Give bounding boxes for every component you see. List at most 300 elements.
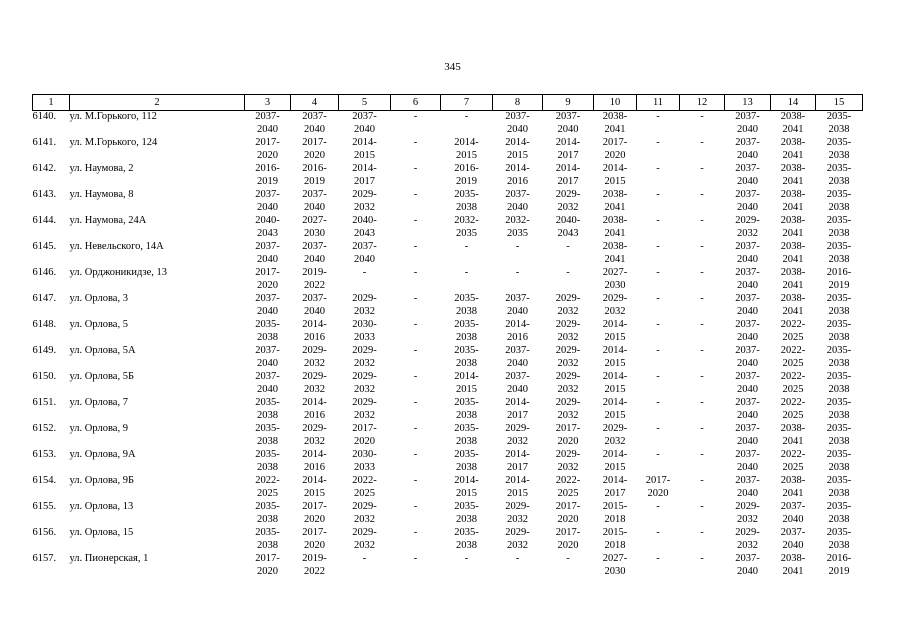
year-range-cell: -	[413, 189, 418, 200]
year-range-cell: 2037- 2040	[735, 449, 760, 473]
year-range-cell: 2029- 2032	[602, 423, 628, 447]
year-range-cell: 2038- 2041	[602, 241, 628, 265]
row-number: 6144.	[32, 215, 57, 226]
address-cell: ул. Орлова, 5	[69, 319, 128, 330]
year-range-cell: 2037- 2040	[505, 189, 530, 213]
table-row	[33, 501, 863, 527]
year-range-cell: 2014- 2015	[302, 475, 327, 499]
year-range-cell: 2017- 2020	[302, 527, 327, 551]
year-range-cell: -	[413, 319, 418, 330]
year-range-cell: 2017- 2020	[555, 423, 581, 447]
year-range-cell: 2037- 2040	[352, 241, 377, 265]
year-range-cell: -	[413, 397, 418, 408]
year-range-cell: -	[413, 215, 418, 226]
year-range-cell: 2022- 2025	[780, 449, 806, 473]
year-range-cell: -	[700, 215, 704, 226]
year-range-cell: -	[413, 475, 418, 486]
year-range-cell: 2037- 2040	[735, 423, 760, 447]
year-range-cell: 2035- 2038	[826, 215, 852, 239]
year-range-cell: -	[464, 267, 469, 278]
year-range-cell: 2022- 2025	[352, 475, 377, 499]
year-range-cell: 2015- 2018	[602, 501, 628, 525]
table-row	[33, 293, 863, 319]
year-range-cell: 2038- 2041	[780, 241, 806, 265]
year-range-cell: 2035- 2038	[826, 527, 852, 551]
year-range-cell: 2016- 2019	[826, 267, 852, 291]
year-range-cell: 2014- 2017	[505, 397, 530, 421]
year-range-cell: -	[464, 241, 469, 252]
year-range-cell: 2035- 2038	[255, 501, 280, 525]
year-range-cell: 2029- 2032	[735, 527, 760, 551]
year-range-cell: 2014- 2015	[602, 319, 628, 343]
year-range-cell: 2037- 2040	[735, 319, 760, 343]
address-cell: ул. Орлова, 9А	[69, 449, 136, 460]
year-range-cell: 2037- 2040	[255, 241, 280, 265]
year-range-cell: -	[700, 241, 704, 252]
row-number: 6156.	[32, 527, 57, 538]
year-range-cell: 2035- 2038	[826, 319, 852, 343]
year-range-cell: -	[656, 319, 660, 330]
year-range-cell: 2037- 2040	[735, 475, 760, 499]
year-range-cell: 2035- 2038	[255, 423, 280, 447]
year-range-cell: 2037- 2040	[255, 345, 280, 369]
address-cell: ул. Орлова, 13	[69, 501, 134, 512]
table-row	[33, 267, 863, 293]
address-cell: ул. Наумова, 24А	[69, 215, 147, 226]
column-header: 10	[594, 95, 637, 111]
year-range-cell: 2029- 2032	[735, 215, 760, 239]
table-header-row	[33, 95, 863, 111]
year-range-cell: 2017- 2020	[602, 137, 628, 161]
year-range-cell: 2029- 2032	[352, 293, 377, 317]
year-range-cell: 2030- 2033	[352, 449, 377, 473]
page-number: 345	[444, 61, 461, 73]
year-range-cell: 2035- 2038	[826, 163, 852, 187]
year-range-cell: 2035- 2038	[826, 501, 852, 525]
year-range-cell: 2037- 2040	[735, 189, 760, 213]
year-range-cell: 2037- 2040	[735, 241, 760, 265]
year-range-cell: -	[464, 553, 469, 564]
year-range-cell: -	[656, 163, 660, 174]
row-number: 6145.	[32, 241, 57, 252]
year-range-cell: 2037- 2040	[780, 527, 806, 551]
table-row	[33, 241, 863, 267]
row-number: 6140.	[32, 111, 57, 122]
year-range-cell: 2035- 2038	[454, 423, 479, 447]
year-range-cell: 2029- 2032	[602, 293, 628, 317]
row-number: 6154.	[32, 475, 57, 486]
year-range-cell: 2037- 2040	[255, 189, 280, 213]
year-range-cell: -	[413, 449, 418, 460]
table-row	[33, 553, 863, 583]
year-range-cell: 2022- 2025	[780, 345, 806, 369]
year-range-cell: 2037- 2040	[505, 293, 530, 317]
year-range-cell: 2014- 2015	[505, 475, 530, 499]
year-range-cell: 2022- 2025	[555, 475, 581, 499]
year-range-cell: 2019- 2022	[302, 267, 327, 291]
year-range-cell: -	[413, 345, 418, 356]
year-range-cell: 2022- 2025	[255, 475, 280, 499]
year-range-cell: 2035- 2038	[255, 319, 280, 343]
year-range-cell: 2035- 2038	[255, 449, 280, 473]
year-range-cell: -	[656, 345, 660, 356]
year-range-cell: 2035- 2038	[454, 527, 479, 551]
column-header: 7	[441, 95, 493, 111]
year-range-cell: -	[413, 501, 418, 512]
year-range-cell: 2038- 2041	[602, 111, 628, 135]
year-range-cell: 2035- 2038	[454, 345, 479, 369]
year-range-cell: 2029- 2032	[555, 345, 581, 369]
year-range-cell: 2017- 2020	[352, 423, 377, 447]
year-range-cell: 2014- 2016	[505, 163, 530, 187]
year-range-cell: 2014- 2017	[505, 449, 530, 473]
table-row	[33, 319, 863, 345]
year-range-cell: 2037- 2040	[302, 189, 327, 213]
year-range-cell: -	[413, 293, 418, 304]
year-range-cell: 2038- 2041	[602, 215, 628, 239]
year-range-cell: -	[566, 553, 570, 564]
address-cell: ул. Орлова, 5А	[69, 345, 136, 356]
year-range-cell: 2022- 2025	[780, 397, 806, 421]
year-range-cell: 2038- 2041	[780, 475, 806, 499]
year-range-cell: -	[700, 423, 704, 434]
year-range-cell: -	[464, 111, 469, 122]
year-range-cell: 2014- 2016	[302, 449, 327, 473]
year-range-cell: 2035- 2038	[255, 397, 280, 421]
year-range-cell: 2035- 2038	[826, 475, 852, 499]
year-range-cell: 2016- 2019	[454, 163, 479, 187]
year-range-cell: 2035- 2038	[826, 345, 852, 369]
year-range-cell: -	[515, 241, 520, 252]
year-range-cell: -	[700, 501, 704, 512]
year-range-cell: -	[700, 111, 704, 122]
row-number: 6142.	[32, 163, 57, 174]
year-range-cell: 2040- 2043	[352, 215, 377, 239]
year-range-cell: -	[413, 267, 418, 278]
table-row	[33, 449, 863, 475]
year-range-cell: -	[566, 241, 570, 252]
year-range-cell: -	[413, 423, 418, 434]
year-range-cell: -	[656, 241, 660, 252]
year-range-cell: -	[656, 371, 660, 382]
column-header: 15	[816, 95, 863, 111]
year-range-cell: 2037- 2040	[555, 111, 581, 135]
year-range-cell: -	[656, 553, 660, 564]
year-range-cell: -	[413, 527, 418, 538]
year-range-cell: 2029- 2032	[352, 345, 377, 369]
year-range-cell: -	[700, 163, 704, 174]
table-row	[33, 475, 863, 501]
year-range-cell: 2029- 2032	[302, 371, 327, 395]
year-range-cell: 2029- 2032	[505, 527, 530, 551]
year-range-cell: -	[656, 215, 660, 226]
year-range-cell: 2035- 2038	[826, 293, 852, 317]
year-range-cell: -	[700, 371, 704, 382]
column-header: 8	[493, 95, 543, 111]
table-row	[33, 111, 863, 138]
column-header: 2	[70, 95, 245, 111]
address-cell: ул. М.Горького, 112	[69, 111, 157, 122]
table-body	[33, 111, 863, 584]
year-range-cell: 2035- 2038	[454, 449, 479, 473]
year-range-cell: -	[700, 137, 704, 148]
year-range-cell: -	[656, 189, 660, 200]
address-cell: ул. Невельского, 14А	[69, 241, 164, 252]
year-range-cell: 2022- 2025	[780, 371, 806, 395]
year-range-cell: 2038- 2041	[780, 189, 806, 213]
year-range-cell: 2038- 2041	[602, 189, 628, 213]
year-range-cell: -	[413, 241, 418, 252]
address-cell: ул. Наумова, 2	[69, 163, 134, 174]
year-range-cell: -	[413, 137, 418, 148]
year-range-cell: -	[700, 527, 704, 538]
year-range-cell: 2014- 2017	[555, 163, 581, 187]
year-range-cell: 2017- 2020	[302, 501, 327, 525]
year-range-cell: 2038- 2041	[780, 293, 806, 317]
row-number: 6153.	[32, 449, 57, 460]
year-range-cell: 2040- 2043	[255, 215, 280, 239]
year-range-cell: 2014- 2015	[505, 137, 530, 161]
year-range-cell: 2035- 2038	[826, 397, 852, 421]
column-header: 13	[725, 95, 771, 111]
row-number: 6151.	[32, 397, 57, 408]
year-range-cell: 2037- 2040	[780, 501, 806, 525]
row-number: 6146.	[32, 267, 57, 278]
year-range-cell: 2027- 2030	[302, 215, 327, 239]
year-range-cell: 2035- 2038	[454, 501, 479, 525]
year-range-cell: 2016- 2019	[826, 553, 852, 577]
year-range-cell: 2037- 2040	[505, 111, 530, 135]
year-range-cell: -	[656, 501, 660, 512]
address-cell: ул. Орлова, 15	[69, 527, 134, 538]
year-range-cell: 2017- 2020	[255, 137, 280, 161]
year-range-cell: 2029- 2032	[505, 501, 530, 525]
year-range-cell: 2037- 2040	[505, 345, 530, 369]
year-range-cell: -	[656, 137, 660, 148]
year-range-cell: -	[362, 553, 367, 564]
year-range-cell: 2030- 2033	[352, 319, 377, 343]
year-range-cell: 2037- 2040	[302, 241, 327, 265]
year-range-cell: -	[656, 527, 660, 538]
year-range-cell: 2014- 2016	[302, 397, 327, 421]
year-range-cell: 2016- 2019	[302, 163, 327, 187]
year-range-cell: 2035- 2038	[826, 241, 852, 265]
year-range-cell: 2014- 2015	[602, 163, 628, 187]
year-range-cell: -	[700, 267, 704, 278]
row-number: 6149.	[32, 345, 57, 356]
row-number: 6148.	[32, 319, 57, 330]
data-table	[32, 94, 863, 583]
year-range-cell: -	[700, 397, 704, 408]
year-range-cell: 2017- 2020	[302, 137, 327, 161]
year-range-cell: -	[700, 319, 704, 330]
table-row	[33, 215, 863, 241]
column-header: 12	[680, 95, 725, 111]
address-cell: ул. Орджоникидзе, 13	[69, 267, 168, 278]
year-range-cell: 2038- 2041	[780, 137, 806, 161]
year-range-cell: 2029- 2032	[352, 397, 377, 421]
year-range-cell: 2035- 2038	[826, 449, 852, 473]
year-range-cell: 2037- 2040	[735, 397, 760, 421]
column-header: 4	[291, 95, 339, 111]
year-range-cell: 2035- 2038	[454, 189, 479, 213]
year-range-cell: -	[700, 553, 704, 564]
year-range-cell: 2014- 2015	[602, 371, 628, 395]
year-range-cell: 2017- 2020	[255, 553, 280, 577]
year-range-cell: 2029- 2032	[302, 345, 327, 369]
year-range-cell: 2017- 2020	[555, 527, 581, 551]
year-range-cell: -	[656, 111, 660, 122]
table-row	[33, 163, 863, 189]
year-range-cell: 2037- 2040	[352, 111, 377, 135]
year-range-cell: 2014- 2017	[555, 137, 581, 161]
year-range-cell: 2016- 2019	[255, 163, 280, 187]
year-range-cell: 2014- 2017	[602, 475, 628, 499]
year-range-cell: 2037- 2040	[505, 371, 530, 395]
year-range-cell: -	[413, 371, 418, 382]
year-range-cell: 2014- 2015	[454, 371, 479, 395]
year-range-cell: -	[515, 267, 520, 278]
column-header: 14	[771, 95, 816, 111]
year-range-cell: -	[656, 397, 660, 408]
year-range-cell: 2032- 2035	[454, 215, 479, 239]
year-range-cell: 2014- 2015	[352, 137, 377, 161]
year-range-cell: 2037- 2040	[255, 111, 280, 135]
year-range-cell: 2038- 2041	[780, 215, 806, 239]
column-header: 3	[245, 95, 291, 111]
year-range-cell: 2029- 2032	[555, 189, 581, 213]
year-range-cell: 2037- 2040	[735, 137, 760, 161]
address-cell: ул. Наумова, 8	[69, 189, 134, 200]
row-number: 6155.	[32, 501, 57, 512]
year-range-cell: 2035- 2038	[826, 137, 852, 161]
year-range-cell: 2029- 2032	[555, 319, 581, 343]
year-range-cell: 2017- 2020	[645, 475, 671, 499]
year-range-cell: 2032- 2035	[505, 215, 530, 239]
year-range-cell: -	[413, 553, 418, 564]
year-range-cell: -	[656, 267, 660, 278]
year-range-cell: 2029- 2032	[352, 189, 377, 213]
year-range-cell: 2029- 2032	[555, 397, 581, 421]
year-range-cell: -	[700, 189, 704, 200]
row-number: 6152.	[32, 423, 57, 434]
table-row	[33, 137, 863, 163]
year-range-cell: 2029- 2032	[555, 371, 581, 395]
address-cell: ул. Орлова, 5Б	[69, 371, 134, 382]
year-range-cell: -	[656, 423, 660, 434]
year-range-cell: 2029- 2032	[505, 423, 530, 447]
year-range-cell: 2029- 2032	[735, 501, 760, 525]
year-range-cell: 2014- 2015	[602, 449, 628, 473]
year-range-cell: 2037- 2040	[735, 293, 760, 317]
column-header: 9	[543, 95, 594, 111]
row-number: 6150.	[32, 371, 57, 382]
year-range-cell: 2029- 2032	[302, 423, 327, 447]
year-range-cell: 2035- 2038	[454, 397, 479, 421]
year-range-cell: 2035- 2038	[826, 111, 852, 135]
table-row	[33, 189, 863, 215]
table-row	[33, 527, 863, 553]
year-range-cell: 2037- 2040	[735, 163, 760, 187]
address-cell: ул. Орлова, 9	[69, 423, 128, 434]
row-number: 6143.	[32, 189, 57, 200]
year-range-cell: 2029- 2032	[352, 501, 377, 525]
table-row	[33, 371, 863, 397]
year-range-cell: 2035- 2038	[255, 527, 280, 551]
year-range-cell: 2035- 2038	[826, 423, 852, 447]
year-range-cell: 2038- 2041	[780, 423, 806, 447]
year-range-cell: 2015- 2018	[602, 527, 628, 551]
year-range-cell: 2035- 2038	[454, 319, 479, 343]
year-range-cell: 2038- 2041	[780, 553, 806, 577]
year-range-cell: -	[362, 267, 367, 278]
year-range-cell: 2035- 2038	[454, 293, 479, 317]
row-number: 6147.	[32, 293, 57, 304]
column-header: 11	[637, 95, 680, 111]
year-range-cell: 2037- 2040	[255, 371, 280, 395]
table-row	[33, 423, 863, 449]
year-range-cell: 2035- 2038	[826, 371, 852, 395]
year-range-cell: 2027- 2030	[602, 553, 628, 577]
year-range-cell: 2029- 2032	[352, 371, 377, 395]
year-range-cell: 2014- 2015	[454, 475, 479, 499]
year-range-cell: 2037- 2040	[302, 111, 327, 135]
year-range-cell: 2019- 2022	[302, 553, 327, 577]
year-range-cell: 2037- 2040	[735, 371, 760, 395]
year-range-cell: 2038- 2041	[780, 111, 806, 135]
year-range-cell: -	[700, 345, 704, 356]
address-cell: ул. Орлова, 9Б	[69, 475, 134, 486]
year-range-cell: 2029- 2032	[352, 527, 377, 551]
column-header: 6	[391, 95, 441, 111]
year-range-cell: 2014- 2015	[602, 345, 628, 369]
year-range-cell: -	[700, 475, 704, 486]
year-range-cell: 2037- 2040	[255, 293, 280, 317]
year-range-cell: -	[566, 267, 570, 278]
year-range-cell: 2022- 2025	[780, 319, 806, 343]
table-row	[33, 397, 863, 423]
year-range-cell: -	[413, 163, 418, 174]
table-row	[33, 345, 863, 371]
year-range-cell: -	[413, 111, 418, 122]
column-header: 1	[33, 95, 70, 111]
address-cell: ул. Орлова, 3	[69, 293, 128, 304]
address-cell: ул. М.Горького, 124	[69, 137, 158, 148]
address-cell: ул. Пионерская, 1	[69, 553, 149, 564]
year-range-cell: 2014- 2016	[302, 319, 327, 343]
row-number: 6141.	[32, 137, 57, 148]
year-range-cell: 2037- 2040	[735, 267, 760, 291]
row-number: 6157.	[32, 553, 57, 564]
year-range-cell: 2014- 2015	[602, 397, 628, 421]
year-range-cell: 2037- 2040	[302, 293, 327, 317]
year-range-cell: 2040- 2043	[555, 215, 581, 239]
year-range-cell: 2035- 2038	[826, 189, 852, 213]
year-range-cell: -	[515, 553, 520, 564]
address-cell: ул. Орлова, 7	[69, 397, 128, 408]
year-range-cell: 2017- 2020	[555, 501, 581, 525]
year-range-cell: 2014- 2017	[352, 163, 377, 187]
column-header: 5	[339, 95, 391, 111]
year-range-cell: 2038- 2041	[780, 163, 806, 187]
year-range-cell: 2037- 2040	[735, 111, 760, 135]
year-range-cell: -	[700, 449, 704, 460]
year-range-cell: 2014- 2016	[505, 319, 530, 343]
year-range-cell: -	[700, 293, 704, 304]
year-range-cell: 2038- 2041	[780, 267, 806, 291]
year-range-cell: 2037- 2040	[735, 345, 760, 369]
year-range-cell: -	[656, 449, 660, 460]
